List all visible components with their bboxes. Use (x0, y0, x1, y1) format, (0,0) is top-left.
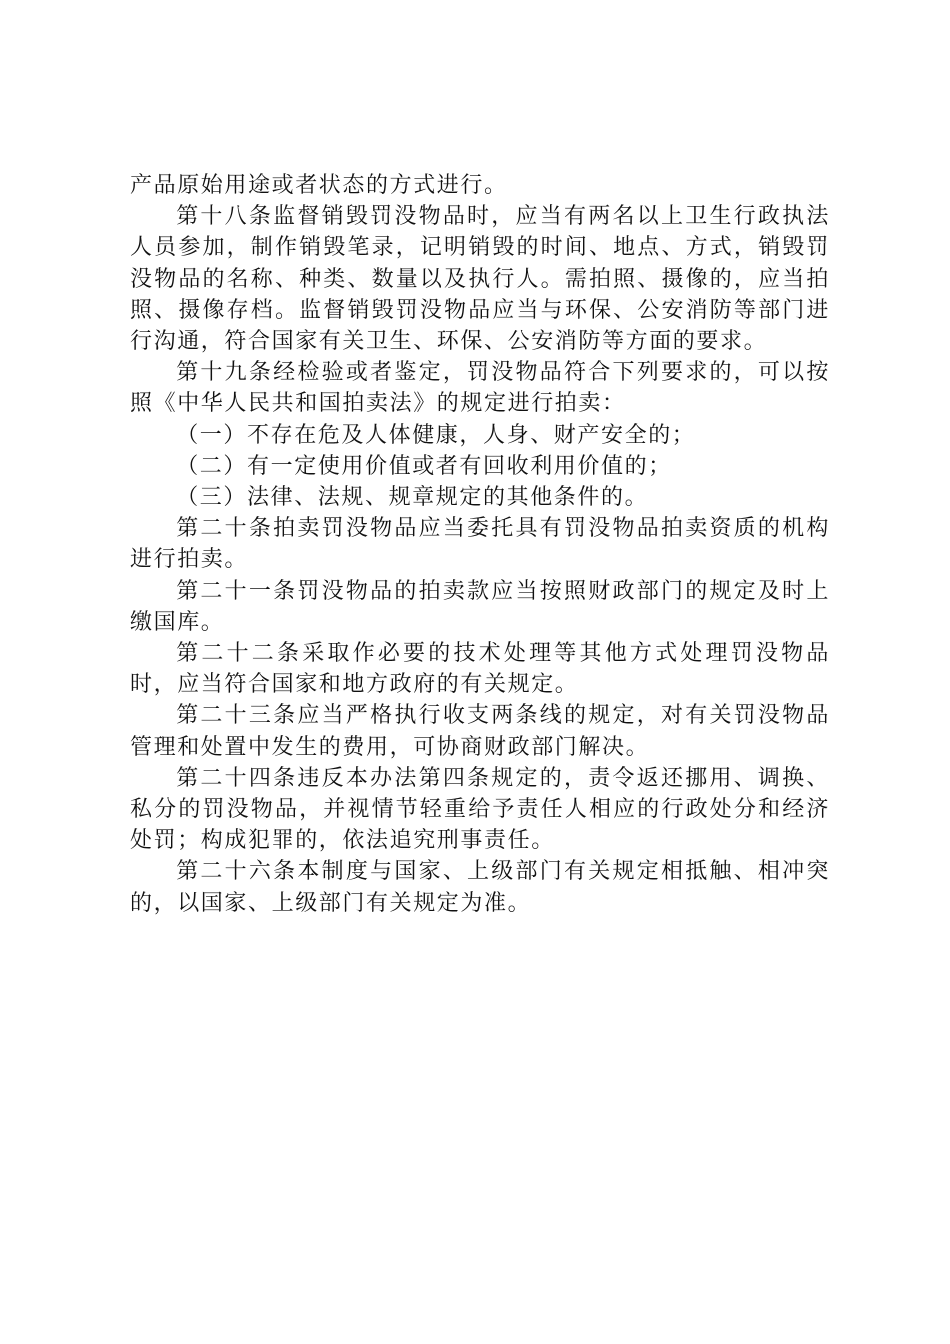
paragraph-article-24: 第二十四条违反本办法第四条规定的，责令返还挪用、调换、私分的罚没物品，并视情节轻重给予责任人相应的行政处分和经济处罚；构成犯罪的，依法追究刑事责任。 (130, 765, 830, 854)
document-body (130, 170, 830, 919)
paragraph-article-21: 第二十一条罚没物品的拍卖款应当按照财政部门的规定及时上缴国库。 (130, 578, 830, 635)
list-item-2: （二）有一定使用价值或者有回收利用价值的； (176, 453, 672, 479)
paragraph-article-20: 第二十条拍卖罚没物品应当委托具有罚没物品拍卖资质的机构进行拍卖。 (130, 516, 830, 573)
paragraph-continuation: 产品原始用途或者状态的方式进行。 (130, 173, 508, 198)
list-item-1: （一）不存在危及人体健康，人身、财产安全的； (176, 422, 696, 448)
list-item-3: （三）法律、法规、规章规定的其他条件的。 (176, 485, 649, 511)
paragraph-article-18: 第十八条监督销毁罚没物品时，应当有两名以上卫生行政执法人员参加，制作销毁笔录，记明销毁的时间、地点、方式，销毁罚没物品的名称、种类、数量以及执行人。需拍照、摄像的，应当拍照、摄像存档。监督销毁罚没物品应当与环保、公安消防等部门进行沟通，符合国家有关卫生、环保、公安消防等方面的要求。 (130, 204, 830, 355)
paragraph-article-23: 第二十三条应当严格执行收支两条线的规定，对有关罚没物品管理和处置中发生的费用，可协商财政部门解决。 (130, 703, 830, 760)
paragraph-article-19: 第十九条经检验或者鉴定，罚没物品符合下列要求的，可以按照《中华人民共和国拍卖法》的规定进行拍卖： (130, 360, 830, 417)
paragraph-article-26: 第二十六条本制度与国家、上级部门有关规定相抵触、相冲突的，以国家、上级部门有关规定为准。 (130, 859, 830, 916)
paragraph-article-22: 第二十二条采取作必要的技术处理等其他方式处理罚没物品时，应当符合国家和地方政府的有关规定。 (130, 641, 830, 698)
